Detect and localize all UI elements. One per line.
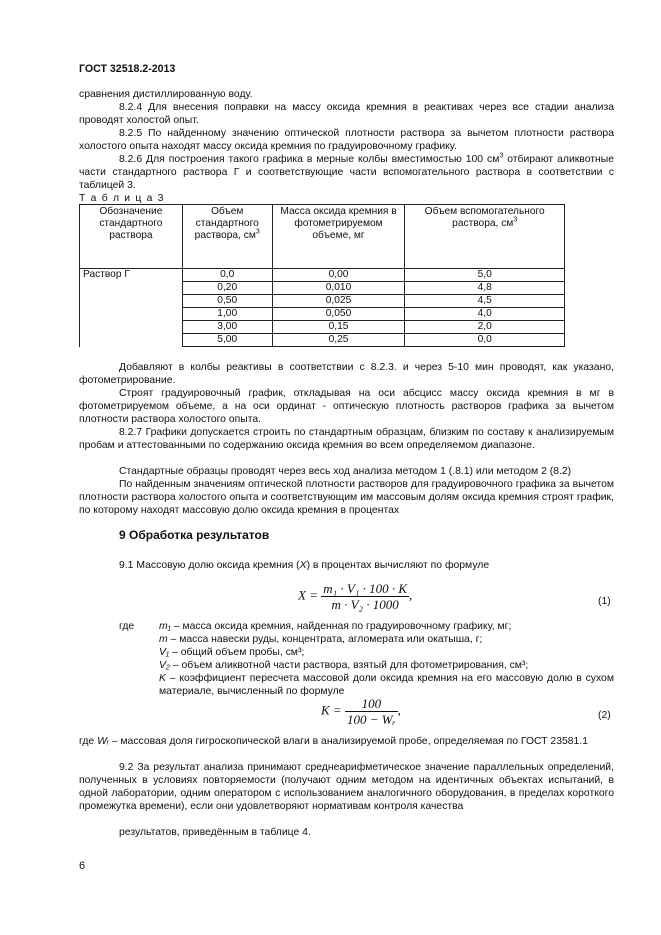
table-header-aux-volume: Объем вспомогательного раствора, $см^3$	[405, 205, 565, 269]
table-cell: 5,00	[182, 334, 272, 347]
where-label: где	[119, 621, 135, 632]
table-cell: 0,00	[272, 269, 405, 282]
paragraph-8-2-6: 8.2.6 Для построения такого графика в мерные колбы вместимостью 100 $см^3$ отбирают аликвотные части стандартного раствора Г и соответствующие части вспомогательного раствора в соответствии с таблицей 3.	[79, 152, 614, 191]
paragraph-standards: Стандартные образцы проводят через весь ход анализа методом 1 (.8.1) или методом 2 (8.2)	[119, 466, 572, 477]
table-row	[80, 282, 565, 295]
table-cell-solution: Раствор Г	[80, 269, 183, 282]
table-header-row	[80, 205, 565, 269]
variable-k: K – коэффициент пересчета массовой доли оксида кремния на его массовую долю в сухом материале, вычисленный по формуле	[159, 673, 614, 697]
table-cell: 1,00	[182, 308, 272, 321]
table-header-designation: Обозначение стандартного раствора	[80, 205, 183, 269]
table-cell: 0,025	[272, 295, 405, 308]
document-header: ГОСТ 32518.2-2013	[79, 63, 176, 75]
page-number: 6	[79, 860, 86, 872]
table-cell: 4,0	[405, 308, 565, 321]
variable-m1: m₁ – масса оксида кремния, найденная по градуировочному графику, мг;	[159, 621, 512, 632]
paragraph-8-2-4: 8.2.4 Для внесения поправки на массу оксида кремния в реактивах через все стадии анализа проводят холостой опыт.	[79, 102, 614, 126]
table-cell: 4,8	[405, 282, 565, 295]
paragraph-8-2-5: 8.2.5 По найденному значению оптической плотности раствора за вычетом плотности раствора холостого опыта находят массу оксида кремния по градуировочному графику.	[79, 128, 614, 152]
equation-number-2: (2)	[598, 710, 611, 721]
paragraph-8-2-7: 8.2.7 Графики допускается строить по стандартным образцам, близким по составу к анализируемым пробам и аттестованными по содержанию оксида кремния во всем определяемом диапазоне.	[79, 427, 614, 451]
table-cell: 0,0	[405, 334, 565, 347]
paragraph-9-2-end: результатов, приведённым в таблице 4.	[119, 827, 311, 838]
table-row	[80, 269, 565, 282]
table-caption: Т а б л и ц а 3	[79, 193, 165, 204]
paragraph-continuation: сравнения дистиллированную воду.	[79, 89, 253, 100]
section-9-heading: 9 Обработка результатов	[119, 528, 270, 542]
table-cell: 0,50	[182, 295, 272, 308]
paragraph-after-table-2: Строят градуировочный график, откладывая на оси абсцисс массу оксида кремния в мг в фотометрируемом объеме, а на оси ординат - оптическую плотность растворов графика за вычетом плотности раствора холостого опыта.	[79, 388, 614, 425]
table-row	[80, 321, 565, 334]
table-cell: 3,00	[182, 321, 272, 334]
table-cell: 0,25	[272, 334, 405, 347]
table-cell: 2,0	[405, 321, 565, 334]
paragraph-where-w: где Wᵣ – массовая доля гигроскопической влаги в анализируемой пробе, определяемая по ГОСТ 23581.1	[79, 736, 588, 747]
table-cell: 0,050	[272, 308, 405, 321]
equation-number-1: (1)	[598, 596, 611, 607]
variable-m: m – масса навески руды, концентрата, агломерата или окатыша, г;	[159, 634, 483, 645]
paragraph-after-table-1: Добавляют в колбы реактивы в соответствии с 8.2.3. и через 5-10 мин проводят, как указано, фотометрирование.	[79, 362, 614, 386]
table-row	[80, 334, 565, 347]
paragraph-found-values: По найденным значениям оптической плотности растворов для градуировочного графика за вычетом плотности раствора холостого опыта и соответствующим им массовым долям оксида кремния строят график, по которому находят массовую долю оксида кремния в процентах	[79, 479, 614, 516]
formula-2: K = $\frac{100}{\text{100 − Wᵣ}}$ ,	[321, 696, 402, 727]
paragraph-9-1: 9.1 Массовую долю оксида кремния (X) в процентах вычисляют по формуле	[119, 560, 490, 571]
table-header-volume: Объем стандартного раствора, $см^3$	[182, 205, 272, 269]
calibration-table	[79, 204, 565, 347]
table-cell: 0,0	[182, 269, 272, 282]
variable-v2: V₂ – объем аликвотной части раствора, взятый для фотометрирования, см³;	[159, 660, 529, 671]
table-cell: 4,5	[405, 295, 565, 308]
table-cell: 5,0	[405, 269, 565, 282]
table-cell: 0,010	[272, 282, 405, 295]
table-header-mass: Масса оксида кремния в фотометрируемом объеме, мг	[272, 205, 405, 269]
table-cell: 0,15	[272, 321, 405, 334]
table-cell: 0,20	[182, 282, 272, 295]
paragraph-9-2: 9.2 За результат анализа принимают среднеарифметическое значение параллельных определений, полученных в условиях повторяемости (получают одним методом на идентичных объектах испытаний, в одной лаборатории, одним оператором с использованием аналогичного оборудования, в пределах короткого промежутка времени), если они удовлетворяют нормативам контроля качества	[79, 762, 614, 812]
variable-v1: V₁ – общий объем пробы, см³;	[159, 647, 305, 658]
table-row	[80, 295, 565, 308]
formula-1: X = $\frac{\text{m₁ · V₁ · 100 · K}}{\text{m · V₂ · 1000}}$ ,	[298, 581, 413, 612]
table-row	[80, 308, 565, 321]
